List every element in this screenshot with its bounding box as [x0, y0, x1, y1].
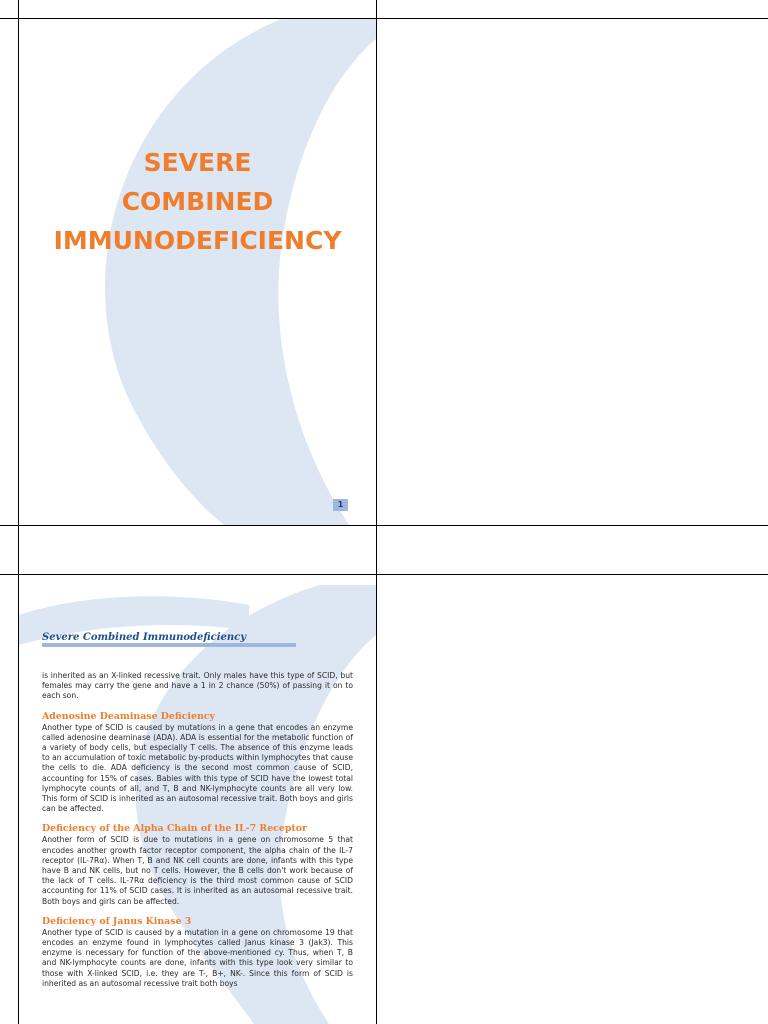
- frame-rule-middle-upper: [0, 525, 768, 526]
- document-title: [19, 143, 376, 260]
- intro-paragraph: is inherited as an X-linked recessive trait. Only males have this type of SCID, but females may carry the gene and have a 1 in 2 chance (50%) of passing it on to each son.: [42, 671, 353, 701]
- watermark-swoosh-graphic: [19, 19, 376, 525]
- section-paragraph: Another type of SCID is caused by a mutation in a gene on chromosome 19 that encodes an enzyme found in lymphocytes called Janus kinase 3 (Jak3). This enzyme is necessary for function of the above-mentioned cy. Thus, when T, B and NK-lymphocyte counts are done, infants with this type look very similar to those with X-linked SCID, i.e. they are T-, B+, NK-. Since this form of SCID is inherited as an autosomal recessive trait both boys: [42, 927, 353, 988]
- frame-rule-center: [376, 0, 377, 1024]
- content-page: [19, 575, 376, 1024]
- section-paragraph: Another type of SCID is caused by mutations in a gene that encodes an enzyme called adenosine deaminase (ADA). ADA is essential for the metabolic function of a variety of body cells, but especially T cells. The absence of this enzyme leads to an accumulation of toxic metabolic by-products within lymphocytes that cause the cells to die. ADA deficiency is the second most common cause of SCID, accounting for 15% of cases. Babies with this type of SCID have the lowest total lymphocyte counts of all, and T, B and NK-lymphocyte counts are all very low. This form of SCID is inherited as an autosomal recessive trait. Both boys and girls can be affected.: [42, 722, 353, 814]
- page-number-badge: 1: [333, 499, 348, 511]
- title-line: SEVERE: [143, 148, 252, 177]
- section-heading: Adenosine Deaminase Deficiency: [42, 710, 215, 722]
- section-paragraph: Another form of SCID is due to mutations in a gene on chromosome 5 that encodes another growth factor receptor component, the alpha chain of the IL-7 receptor (IL-7Rα). When T, B and NK cell counts are done, infants with this type have B and NK cells, but no T cells. However, the B cells don't work because of the lack of T cells. IL-7Rα deficiency is the third most common cause of SCID accounting for 11% of SCID cases. It is inherited as an autosomal recessive trait. Both boys and girls can be affected.: [42, 835, 353, 906]
- section-heading: Deficiency of the Alpha Chain of the IL-7 Receptor: [42, 823, 307, 835]
- running-header: Severe Combined Immunodeficiency: [42, 632, 247, 643]
- title-line: IMMUNODEFICIENCY: [53, 226, 342, 255]
- section-heading: Deficiency of Janus Kinase 3: [42, 915, 192, 927]
- article-body: [42, 671, 353, 989]
- running-header-rule: [42, 643, 296, 647]
- title-line: COMBINED: [121, 187, 274, 216]
- cover-page: [19, 19, 376, 525]
